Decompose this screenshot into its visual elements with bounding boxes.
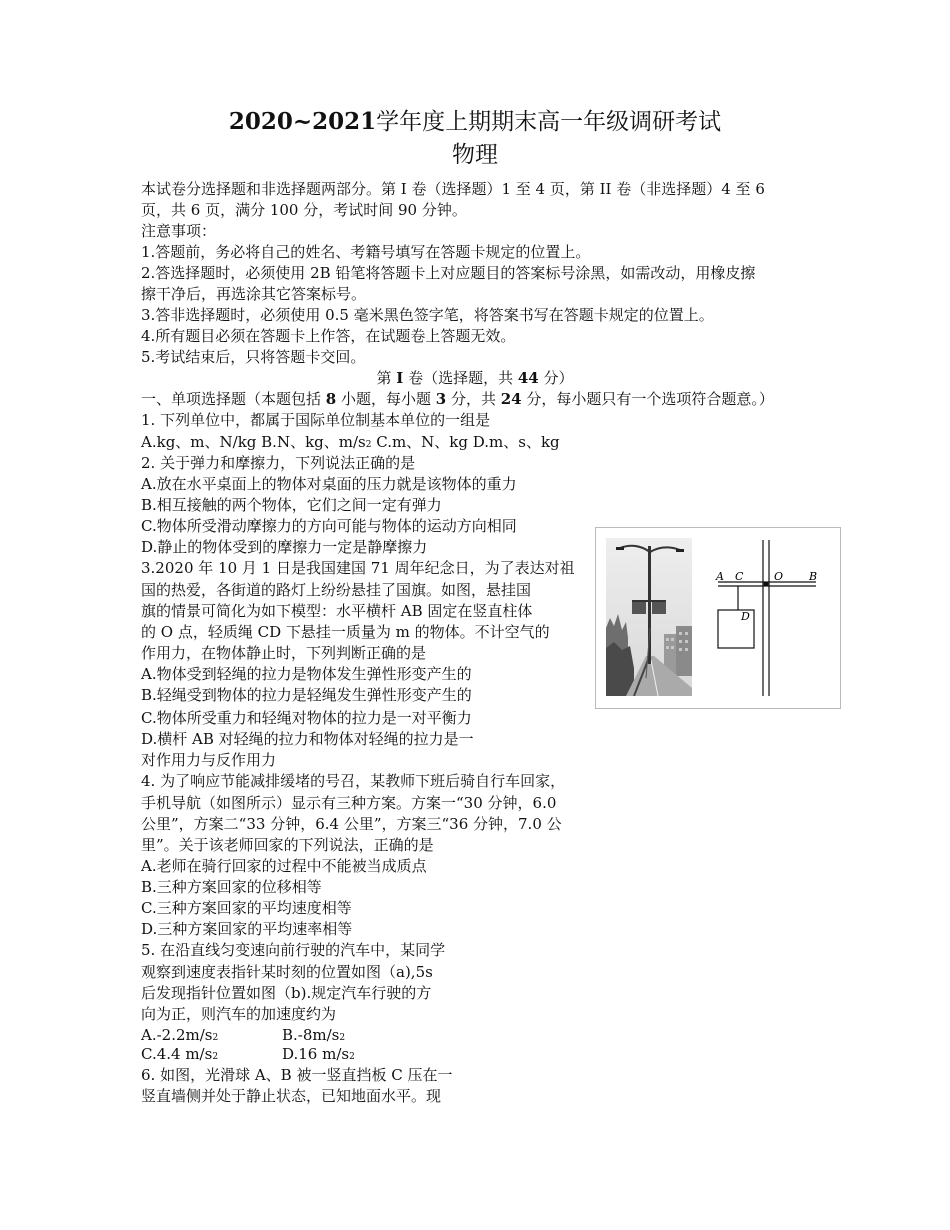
section-heading: 一、单项选择题（本题包括 8 小题，每小题 3 分，共 24 分，每小题只有一个选项符合题意。） bbox=[141, 390, 774, 408]
q4-stem-line-2: 手机导航（如图所示）显示有三种方案。方案一“30 分钟，6.0 bbox=[141, 794, 557, 812]
q3-option-a: A.物体受到轻绳的拉力是物体发生弹性形变产生的 bbox=[141, 665, 472, 683]
q4-stem-line-4: 里”。关于该老师回家的下列说法，正确的是 bbox=[141, 836, 434, 854]
intro-line-1: 本试卷分选择题和非选择题两部分。第 I 卷（选择题）1 至 4 页，第 II 卷（非选择题）4 至 6 bbox=[141, 180, 765, 198]
q4-option-a: A.老师在骑行回家的过程中不能被当成质点 bbox=[141, 857, 427, 875]
q6-stem-line-1: 6. 如图，光滑球 A、B 被一竖直挡板 C 压在一 bbox=[141, 1066, 453, 1084]
q2-option-d: D.静止的物体受到的摩擦力一定是静摩擦力 bbox=[141, 538, 428, 556]
q3-stem-line-5: 作用力，在物体静止时，下列判断正确的是 bbox=[141, 644, 427, 662]
q2-option-c: C.物体所受滑动摩擦力的方向可能与物体的运动方向相同 bbox=[141, 517, 517, 535]
notes-heading: 注意事项： bbox=[141, 222, 217, 240]
q1-options: A.kg、m、N/kg B.N、kg、m/s2 C.m、N、kg D.m、s、kg bbox=[141, 433, 560, 451]
q5-stem-line-2: 观察到速度表指针某时刻的位置如图（a),5s bbox=[141, 963, 433, 981]
q5-stem-line-4: 向为正，则汽车的加速度约为 bbox=[141, 1005, 337, 1023]
q4-stem-line-1: 4. 为了响应节能减排缓堵的号召，某教师下班后骑自行车回家， bbox=[141, 772, 566, 790]
q5-option-a: A.-2.2m/s2 bbox=[141, 1026, 219, 1044]
exam-title-text: 学年度上期期末高一年级调研考试 bbox=[376, 109, 722, 135]
notes-item-3: 3.答非选择题时，必须使用 0.5 毫米黑色签字笔，将答案书写在答题卡规定的位置上。 bbox=[141, 306, 714, 324]
label-o: O bbox=[774, 570, 784, 583]
q3-stem-line-3: 旗的情景可简化为如下模型：水平横杆 AB 固定在竖直柱体 bbox=[141, 602, 533, 620]
q5-option-b: B.-8m/s2 bbox=[282, 1026, 346, 1044]
notes-item-2: 2.答选择题时，必须使用 2B 铅笔将答题卡上对应题目的答案标号涂黑，如需改动，用橡皮擦 bbox=[141, 264, 756, 282]
q5-stem-line-1: 5. 在沿直线匀变速向前行驶的汽车中，某同学 bbox=[141, 941, 446, 959]
q3-stem-line-1: 3.2020 年 10 月 1 日是我国建国 71 周年纪念日，为了表达对祖 bbox=[141, 559, 575, 577]
q6-stem-line-2: 竖直墙侧并处于静止状态，已知地面水平。现 bbox=[141, 1087, 442, 1105]
q2-option-a: A.放在水平桌面上的物体对桌面的压力就是该物体的重力 bbox=[141, 475, 517, 493]
q3-figure bbox=[595, 527, 841, 709]
notes-item-2-cont: 擦干净后，再选涂其它答案标号。 bbox=[141, 285, 367, 303]
point-o bbox=[764, 582, 769, 587]
part1-heading: 第 I 卷（选择题，共 44 分） bbox=[376, 369, 574, 387]
notes-item-5: 5.考试结束后，只将答题卡交回。 bbox=[141, 348, 366, 366]
label-c: C bbox=[735, 570, 744, 583]
exam-subject: 物理 bbox=[452, 142, 498, 168]
q3-option-c: C.物体所受重力和轻绳对物体的拉力是一对平衡力 bbox=[141, 709, 472, 727]
q5-option-d: D.16 m/s2 bbox=[282, 1045, 355, 1063]
q3-option-d-cont: 对作用力与反作用力 bbox=[141, 751, 277, 769]
q5-option-c: C.4.4 m/s2 bbox=[141, 1045, 219, 1063]
q5-stem-line-3: 后发现指针位置如图（b).规定汽车行驶的方 bbox=[141, 984, 432, 1002]
q3-stem-line-2: 国的热爱，各街道的路灯上纷纷悬挂了国旗。如图，悬挂国 bbox=[141, 581, 532, 599]
label-d: D bbox=[741, 610, 750, 623]
q4-stem-line-3: 公里”，方案二“33 分钟，6.4 公里”，方案三“36 分钟，7.0 公 bbox=[141, 815, 562, 833]
q3-option-b: B.轻绳受到物体的拉力是轻绳发生弹性形变产生的 bbox=[141, 686, 472, 704]
q2-option-b: B.相互接触的两个物体，它们之间一定有弹力 bbox=[141, 496, 442, 514]
q4-option-b: B.三种方案回家的位移相等 bbox=[141, 878, 322, 896]
rod-rope-mass-diagram bbox=[706, 536, 834, 701]
notes-item-4: 4.所有题目必须在答题卡上作答，在试题卷上答题无效。 bbox=[141, 327, 516, 345]
q4-option-c: C.三种方案回家的平均速度相等 bbox=[141, 899, 352, 917]
exam-title bbox=[0, 108, 950, 136]
q3-option-d: D.横杆 AB 对轻绳的拉力和物体对轻绳的拉力是一 bbox=[141, 730, 474, 748]
label-b: B bbox=[809, 570, 818, 583]
q4-option-d: D.三种方案回家的平均速率相等 bbox=[141, 920, 353, 938]
q2-stem: 2. 关于弹力和摩擦力，下列说法正确的是 bbox=[141, 454, 416, 472]
intro-line-2: 页，共 6 页，满分 100 分，考试时间 90 分钟。 bbox=[141, 201, 467, 219]
q1-stem: 1. 下列单位中，都属于国际单位制基本单位的一组是 bbox=[141, 411, 491, 429]
q3-stem-line-4: 的 O 点，轻质绳 CD 下悬挂一质量为 m 的物体。不计空气的 bbox=[141, 623, 550, 641]
exam-year: 2020~2021 bbox=[228, 108, 377, 135]
street-lamp-flag-photo bbox=[606, 538, 692, 696]
notes-item-1: 1.答题前，务必将自己的姓名、考籍号填写在答题卡规定的位置上。 bbox=[141, 243, 591, 261]
label-a: A bbox=[716, 570, 724, 583]
